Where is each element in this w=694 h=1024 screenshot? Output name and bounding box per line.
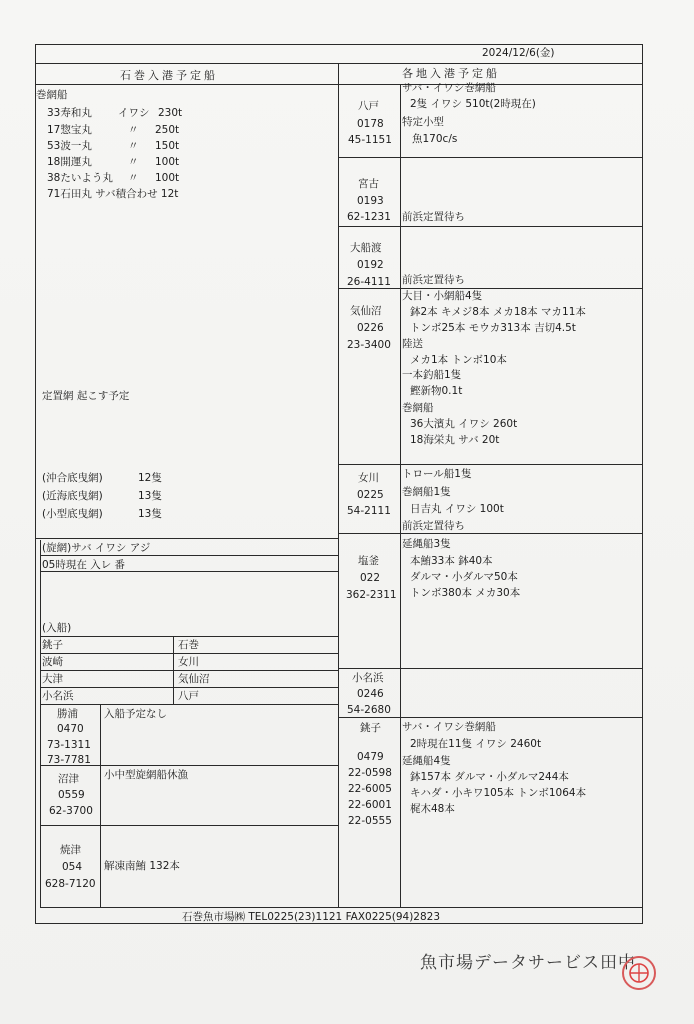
row-divider	[40, 571, 338, 572]
col-divider	[100, 704, 101, 907]
boat-amount: 100t	[155, 172, 180, 184]
port-name: 大船渡	[350, 242, 382, 254]
boat-name: 33寿和丸	[47, 107, 92, 119]
nyusen-port: 波崎	[42, 656, 63, 668]
nyusen-port: 気仙沼	[178, 673, 210, 685]
arrival-now: 05時現在 入レ 番	[42, 559, 126, 571]
trawl-type: (小型底曳網)	[42, 508, 103, 520]
port-phone: 0226	[357, 322, 384, 334]
boat-name: 53波一丸	[47, 140, 92, 152]
port-phone: 62-3700	[49, 805, 93, 817]
boat-fish: イワシ	[118, 107, 150, 119]
port-phone: 73-1311	[47, 739, 91, 751]
boat-fish: 〃	[128, 172, 139, 184]
nyusen-port: 石巻	[178, 639, 199, 651]
port-phone: 0479	[357, 751, 384, 763]
makiami-label: 巻網船	[36, 89, 68, 101]
port-phone: 0246	[357, 688, 384, 700]
boat-name: 17惣宝丸	[47, 124, 92, 136]
port-phone: 0192	[357, 259, 384, 271]
port-line: 陸送	[402, 338, 423, 350]
port-name: 勝浦	[57, 708, 78, 720]
port-line: 2時現在11隻 イワシ 2460t	[410, 738, 542, 750]
boat-fish: 〃	[128, 156, 139, 168]
footer-divider	[40, 907, 642, 908]
trawl-type: (沖合底曳網)	[42, 472, 103, 484]
port-line: 特定小型	[402, 116, 444, 128]
port-line: ダルマ・小ダルマ50本	[410, 571, 518, 583]
boat-name: 38たいよう丸	[47, 172, 113, 184]
boat-amount: 150t	[155, 140, 180, 152]
trawl-count: 13隻	[138, 508, 162, 520]
port-phone: 62-1231	[347, 211, 391, 223]
port-phone: 73-7781	[47, 754, 91, 766]
port-line: 36大濱丸 イワシ 260t	[410, 418, 518, 430]
port-phone: 45-1151	[348, 134, 392, 146]
port-phone: 23-3400	[347, 339, 391, 351]
boat-fish: 〃	[128, 124, 139, 136]
port-line: 日吉丸 イワシ 100t	[410, 503, 504, 515]
port-phone: 22-0555	[348, 815, 392, 827]
row-divider	[40, 670, 338, 671]
trawl-count: 13隻	[138, 490, 162, 502]
port-line: トンボ25本 モウカ313本 吉切4.5t	[410, 322, 576, 334]
header-divider	[35, 84, 643, 85]
boat-name: 18開運丸	[47, 156, 92, 168]
row-divider	[338, 226, 642, 227]
port-phone: 022	[360, 572, 381, 584]
port-line: 2隻 イワシ 510t(2時現在)	[410, 98, 536, 110]
port-phone: 0559	[58, 789, 85, 801]
row-divider	[338, 464, 642, 465]
port-phone: 628-7120	[45, 878, 96, 890]
port-phone: 26-4111	[347, 276, 391, 288]
port-line: 鉢157本 ダルマ・小ダルマ244本	[410, 771, 569, 783]
port-line: 延縄船4隻	[402, 755, 451, 767]
port-phone: 54-2680	[347, 704, 391, 716]
port-phone: 0193	[357, 195, 384, 207]
port-phone: 0225	[357, 489, 384, 501]
left-header: 石巻入港予定船	[120, 69, 218, 82]
port-line: 前浜定置待ち	[402, 274, 465, 286]
port-phone: 22-6001	[348, 799, 392, 811]
row-divider	[338, 157, 642, 158]
center-divider	[338, 63, 339, 908]
handwritten-signature: 魚市場データサービス田中	[420, 953, 636, 973]
nyusen-port: 八戸	[178, 690, 199, 702]
port-line: トロール船1隻	[402, 468, 472, 480]
frame-top	[35, 44, 643, 45]
port-line: サバ・イワシ巻網船	[402, 721, 496, 733]
row-divider	[40, 704, 338, 705]
port-line: 鉢2本 キメジ8本 メカ18本 マカ11本	[410, 306, 586, 318]
port-name: 塩釜	[358, 555, 379, 567]
row-divider	[40, 687, 338, 688]
port-note: 入船予定なし	[104, 708, 167, 720]
date-text: 2024/12/6(金)	[482, 47, 555, 59]
nyusen-port: 女川	[178, 656, 199, 668]
port-name: 銚子	[360, 722, 381, 734]
port-name: 焼津	[60, 844, 81, 856]
port-line: 延縄船3隻	[402, 538, 451, 550]
row-divider	[338, 668, 642, 669]
col-divider	[400, 84, 401, 907]
port-phone: 0178	[357, 118, 384, 130]
teichi-note: 定置網 起こす予定	[42, 390, 130, 402]
row-divider	[338, 717, 642, 718]
row-divider	[40, 653, 338, 654]
port-phone: 054	[62, 861, 83, 873]
trawl-count: 12隻	[138, 472, 162, 484]
port-line: 本鮪33本 鉢40本	[410, 555, 493, 567]
port-line: 巻網船1隻	[402, 486, 451, 498]
inner-left-line	[40, 540, 41, 907]
port-line: 魚170c/s	[412, 133, 458, 145]
port-line: トンボ380本 メカ30本	[410, 587, 521, 599]
port-note: 小中型旋網船休漁	[104, 769, 188, 781]
port-name: 八戸	[358, 100, 379, 112]
nyusen-label: (入船)	[42, 622, 72, 634]
port-phone: 362-2311	[346, 589, 397, 601]
port-line: 一本釣船1隻	[402, 369, 462, 381]
right-header: 各地入港予定船	[402, 67, 500, 80]
port-line: 大目・小網船4隻	[402, 290, 483, 302]
port-line: キハダ・小キワ105本 トンボ1064本	[410, 787, 587, 799]
port-name: 小名浜	[352, 672, 384, 684]
port-line: 鰹新物0.1t	[410, 385, 463, 397]
port-name: 女川	[358, 472, 379, 484]
port-phone: 0470	[57, 723, 84, 735]
port-line: 梶木48本	[410, 803, 455, 815]
senmou-line: (旋網)サバ イワシ アジ	[42, 542, 151, 554]
port-note: 解凍南鮪 132本	[104, 860, 180, 872]
port-line: 巻網船	[402, 402, 434, 414]
nyusen-port: 大津	[42, 673, 63, 685]
port-line: 18海栄丸 サバ 20t	[410, 434, 500, 446]
boat-amount: 250t	[155, 124, 180, 136]
port-line: メカ1本 トンボ10本	[410, 354, 507, 366]
port-name: 沼津	[58, 773, 79, 785]
date-row-divider	[35, 63, 643, 64]
port-name: 宮古	[358, 178, 379, 190]
port-line: 前浜定置待ち	[402, 211, 465, 223]
row-divider	[35, 538, 338, 539]
port-line: サバ・イワシ巻網船	[402, 82, 496, 94]
port-name: 気仙沼	[350, 305, 382, 317]
port-phone: 22-6005	[348, 783, 392, 795]
nyusen-port: 銚子	[42, 639, 63, 651]
port-phone: 22-0598	[348, 767, 392, 779]
port-line: 前浜定置待ち	[402, 520, 465, 532]
seal-stamp-icon	[624, 958, 654, 988]
nyusen-port: 小名浜	[42, 690, 74, 702]
col-divider	[173, 636, 174, 704]
boat-amount: 230t	[158, 107, 183, 119]
frame-right	[642, 44, 643, 924]
footer-contact: 石巻魚市場㈱ TEL0225(23)1121 FAX0225(94)2823	[182, 911, 441, 923]
trawl-type: (近海底曳網)	[42, 490, 103, 502]
seal-stamp	[622, 956, 656, 990]
row-divider	[40, 825, 338, 826]
port-phone: 54-2111	[347, 505, 391, 517]
row-divider	[40, 555, 338, 556]
boat-amount: 100t	[155, 156, 180, 168]
frame-left	[35, 44, 36, 924]
row-divider	[40, 636, 338, 637]
boat-fish: 〃	[128, 140, 139, 152]
boat-line: 71石田丸 サバ積合わせ 12t	[47, 188, 179, 200]
row-divider	[338, 533, 642, 534]
